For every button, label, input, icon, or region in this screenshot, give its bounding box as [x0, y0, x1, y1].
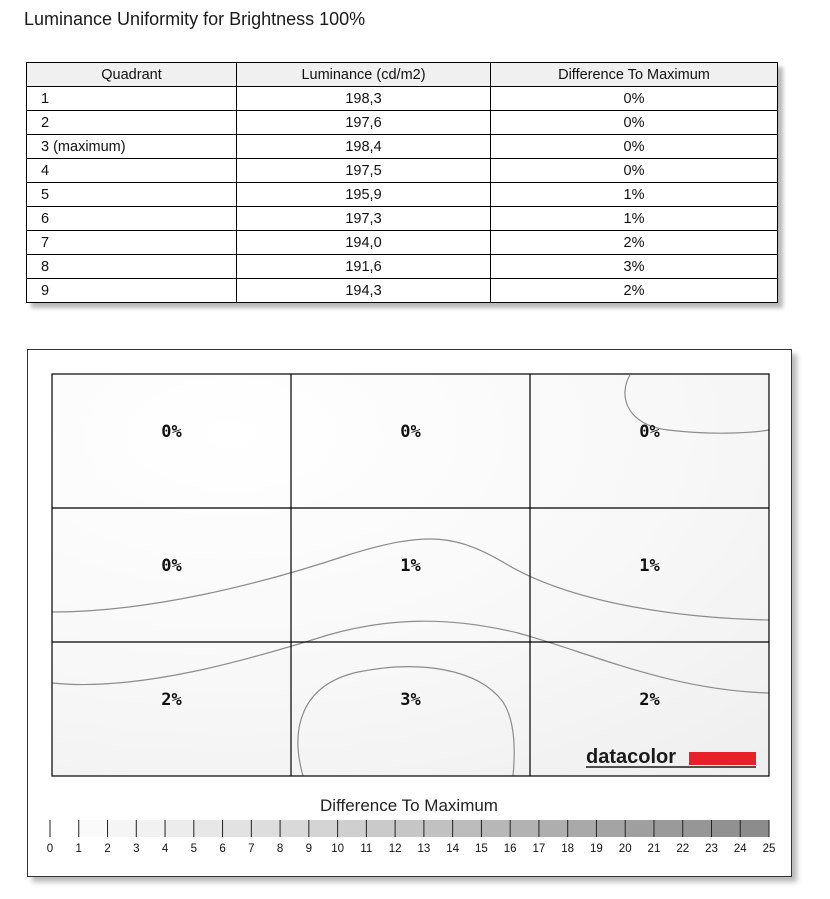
- column-header-luminance: Luminance (cd/m2): [237, 63, 491, 87]
- cell-value-label: 0%: [161, 556, 182, 576]
- scale-tick-label: 24: [733, 843, 747, 855]
- table-row: [27, 87, 778, 111]
- luminance-cell: 197,6: [237, 111, 491, 135]
- scale-tick-label: 14: [446, 843, 460, 855]
- scale-segment: [481, 820, 510, 837]
- scale-tick-label: 6: [219, 843, 226, 855]
- scale-segment: [711, 820, 740, 837]
- scale-segment: [136, 820, 165, 837]
- scale-tick-label: 25: [762, 843, 776, 855]
- scale-segment: [79, 820, 108, 837]
- quadrant-cell: 4: [27, 159, 237, 183]
- scale-tick-label: 13: [417, 843, 431, 855]
- column-header-difference: Difference To Maximum: [491, 63, 778, 87]
- quadrant-cell: 7: [27, 231, 237, 255]
- cell-value-label: 0%: [639, 422, 660, 442]
- scale-tick-label: 23: [705, 843, 718, 855]
- scale-tick-label: 15: [475, 843, 488, 855]
- scale-segment: [309, 820, 338, 837]
- table-row: [27, 159, 778, 183]
- cell-value-label: 3%: [400, 690, 421, 710]
- scale-segment: [453, 820, 482, 837]
- quadrant-cell: 8: [27, 255, 237, 279]
- difference-cell: 1%: [491, 207, 778, 231]
- quadrant-cell: 9: [27, 279, 237, 303]
- scale-segment: [654, 820, 683, 837]
- brand-logo-bar: [689, 752, 756, 765]
- table-row: [27, 231, 778, 255]
- scale-segment: [740, 820, 769, 837]
- luminance-cell: 198,3: [237, 87, 491, 111]
- quadrant-cell: 3 (maximum): [27, 135, 237, 159]
- difference-cell: 3%: [491, 255, 778, 279]
- cell-value-label: 1%: [639, 556, 660, 576]
- difference-cell: 0%: [491, 111, 778, 135]
- scale-segment: [280, 820, 309, 837]
- table-row: [27, 255, 778, 279]
- uniformity-chart-panel: [27, 349, 792, 877]
- scale-tick-label: 7: [248, 843, 255, 855]
- quadrant-cell: 1: [27, 87, 237, 111]
- scale-segment: [194, 820, 223, 837]
- scale-tick-label: 21: [647, 843, 661, 855]
- difference-cell: 0%: [491, 87, 778, 111]
- scale-segment: [568, 820, 597, 837]
- cell-value-label: 0%: [161, 422, 182, 442]
- uniformity-heatmap: [28, 350, 791, 876]
- table-row: [27, 207, 778, 231]
- luminance-cell: 194,3: [237, 279, 491, 303]
- page-title: Luminance Uniformity for Brightness 100%: [24, 9, 366, 29]
- difference-cell: 2%: [491, 231, 778, 255]
- scale-segment: [395, 820, 424, 837]
- cell-value-label: 0%: [400, 422, 421, 442]
- scale-tick-label: 9: [305, 843, 313, 855]
- luminance-cell: 195,9: [237, 183, 491, 207]
- scale-tick-label: 22: [676, 843, 690, 855]
- table-row: [27, 279, 778, 303]
- scale-segment: [596, 820, 625, 837]
- luminance-cell: 191,6: [237, 255, 491, 279]
- quadrant-cell: 5: [27, 183, 237, 207]
- table-row: [27, 111, 778, 135]
- scale-tick-label: 5: [190, 843, 198, 855]
- scale-tick-label: 17: [532, 843, 546, 855]
- scale-tick-label: 3: [133, 843, 140, 855]
- scale-segment: [539, 820, 568, 837]
- scale-tick-label: 0: [46, 843, 54, 855]
- scale-tick-label: 8: [276, 843, 284, 855]
- scale-tick-label: 19: [590, 843, 603, 855]
- difference-cell: 2%: [491, 279, 778, 303]
- scale-tick-label: 2: [104, 843, 111, 855]
- scale-segment: [424, 820, 453, 837]
- scale-segment: [510, 820, 539, 837]
- brand-logo-text: datacolor: [586, 746, 677, 768]
- cell-value-label: 2%: [161, 690, 182, 710]
- scale-segment: [683, 820, 712, 837]
- quadrant-cell: 2: [27, 111, 237, 135]
- difference-cell: 1%: [491, 183, 778, 207]
- scale-tick-label: 1: [75, 843, 82, 855]
- luminance-table: [26, 62, 778, 303]
- scale-segment: [223, 820, 252, 837]
- difference-cell: 0%: [491, 159, 778, 183]
- scale-segment: [50, 820, 79, 837]
- luminance-cell: 198,4: [237, 135, 491, 159]
- scale-tick-label: 10: [331, 843, 344, 855]
- quadrant-cell: 6: [27, 207, 237, 231]
- difference-cell: 0%: [491, 135, 778, 159]
- legend-title: Difference To Maximum: [320, 796, 498, 815]
- luminance-cell: 194,0: [237, 231, 491, 255]
- scale-segment: [251, 820, 280, 837]
- scale-segment: [108, 820, 137, 837]
- scale-tick-label: 20: [618, 843, 632, 855]
- scale-segment: [625, 820, 654, 837]
- scale-tick-label: 18: [561, 843, 575, 855]
- scale-tick-label: 12: [388, 843, 402, 855]
- cell-value-label: 2%: [639, 690, 660, 710]
- cell-value-label: 1%: [400, 556, 421, 576]
- scale-segment: [165, 820, 194, 837]
- scale-segment: [338, 820, 367, 837]
- scale-tick-label: 4: [161, 843, 169, 855]
- table-row: [27, 135, 778, 159]
- column-header-quadrant: Quadrant: [27, 63, 237, 87]
- scale-segment: [366, 820, 395, 837]
- scale-tick-label: 16: [503, 843, 517, 855]
- table-header-row: [27, 63, 778, 87]
- scale-tick-label: 11: [360, 843, 373, 855]
- luminance-cell: 197,3: [237, 207, 491, 231]
- luminance-cell: 197,5: [237, 159, 491, 183]
- table-row: [27, 183, 778, 207]
